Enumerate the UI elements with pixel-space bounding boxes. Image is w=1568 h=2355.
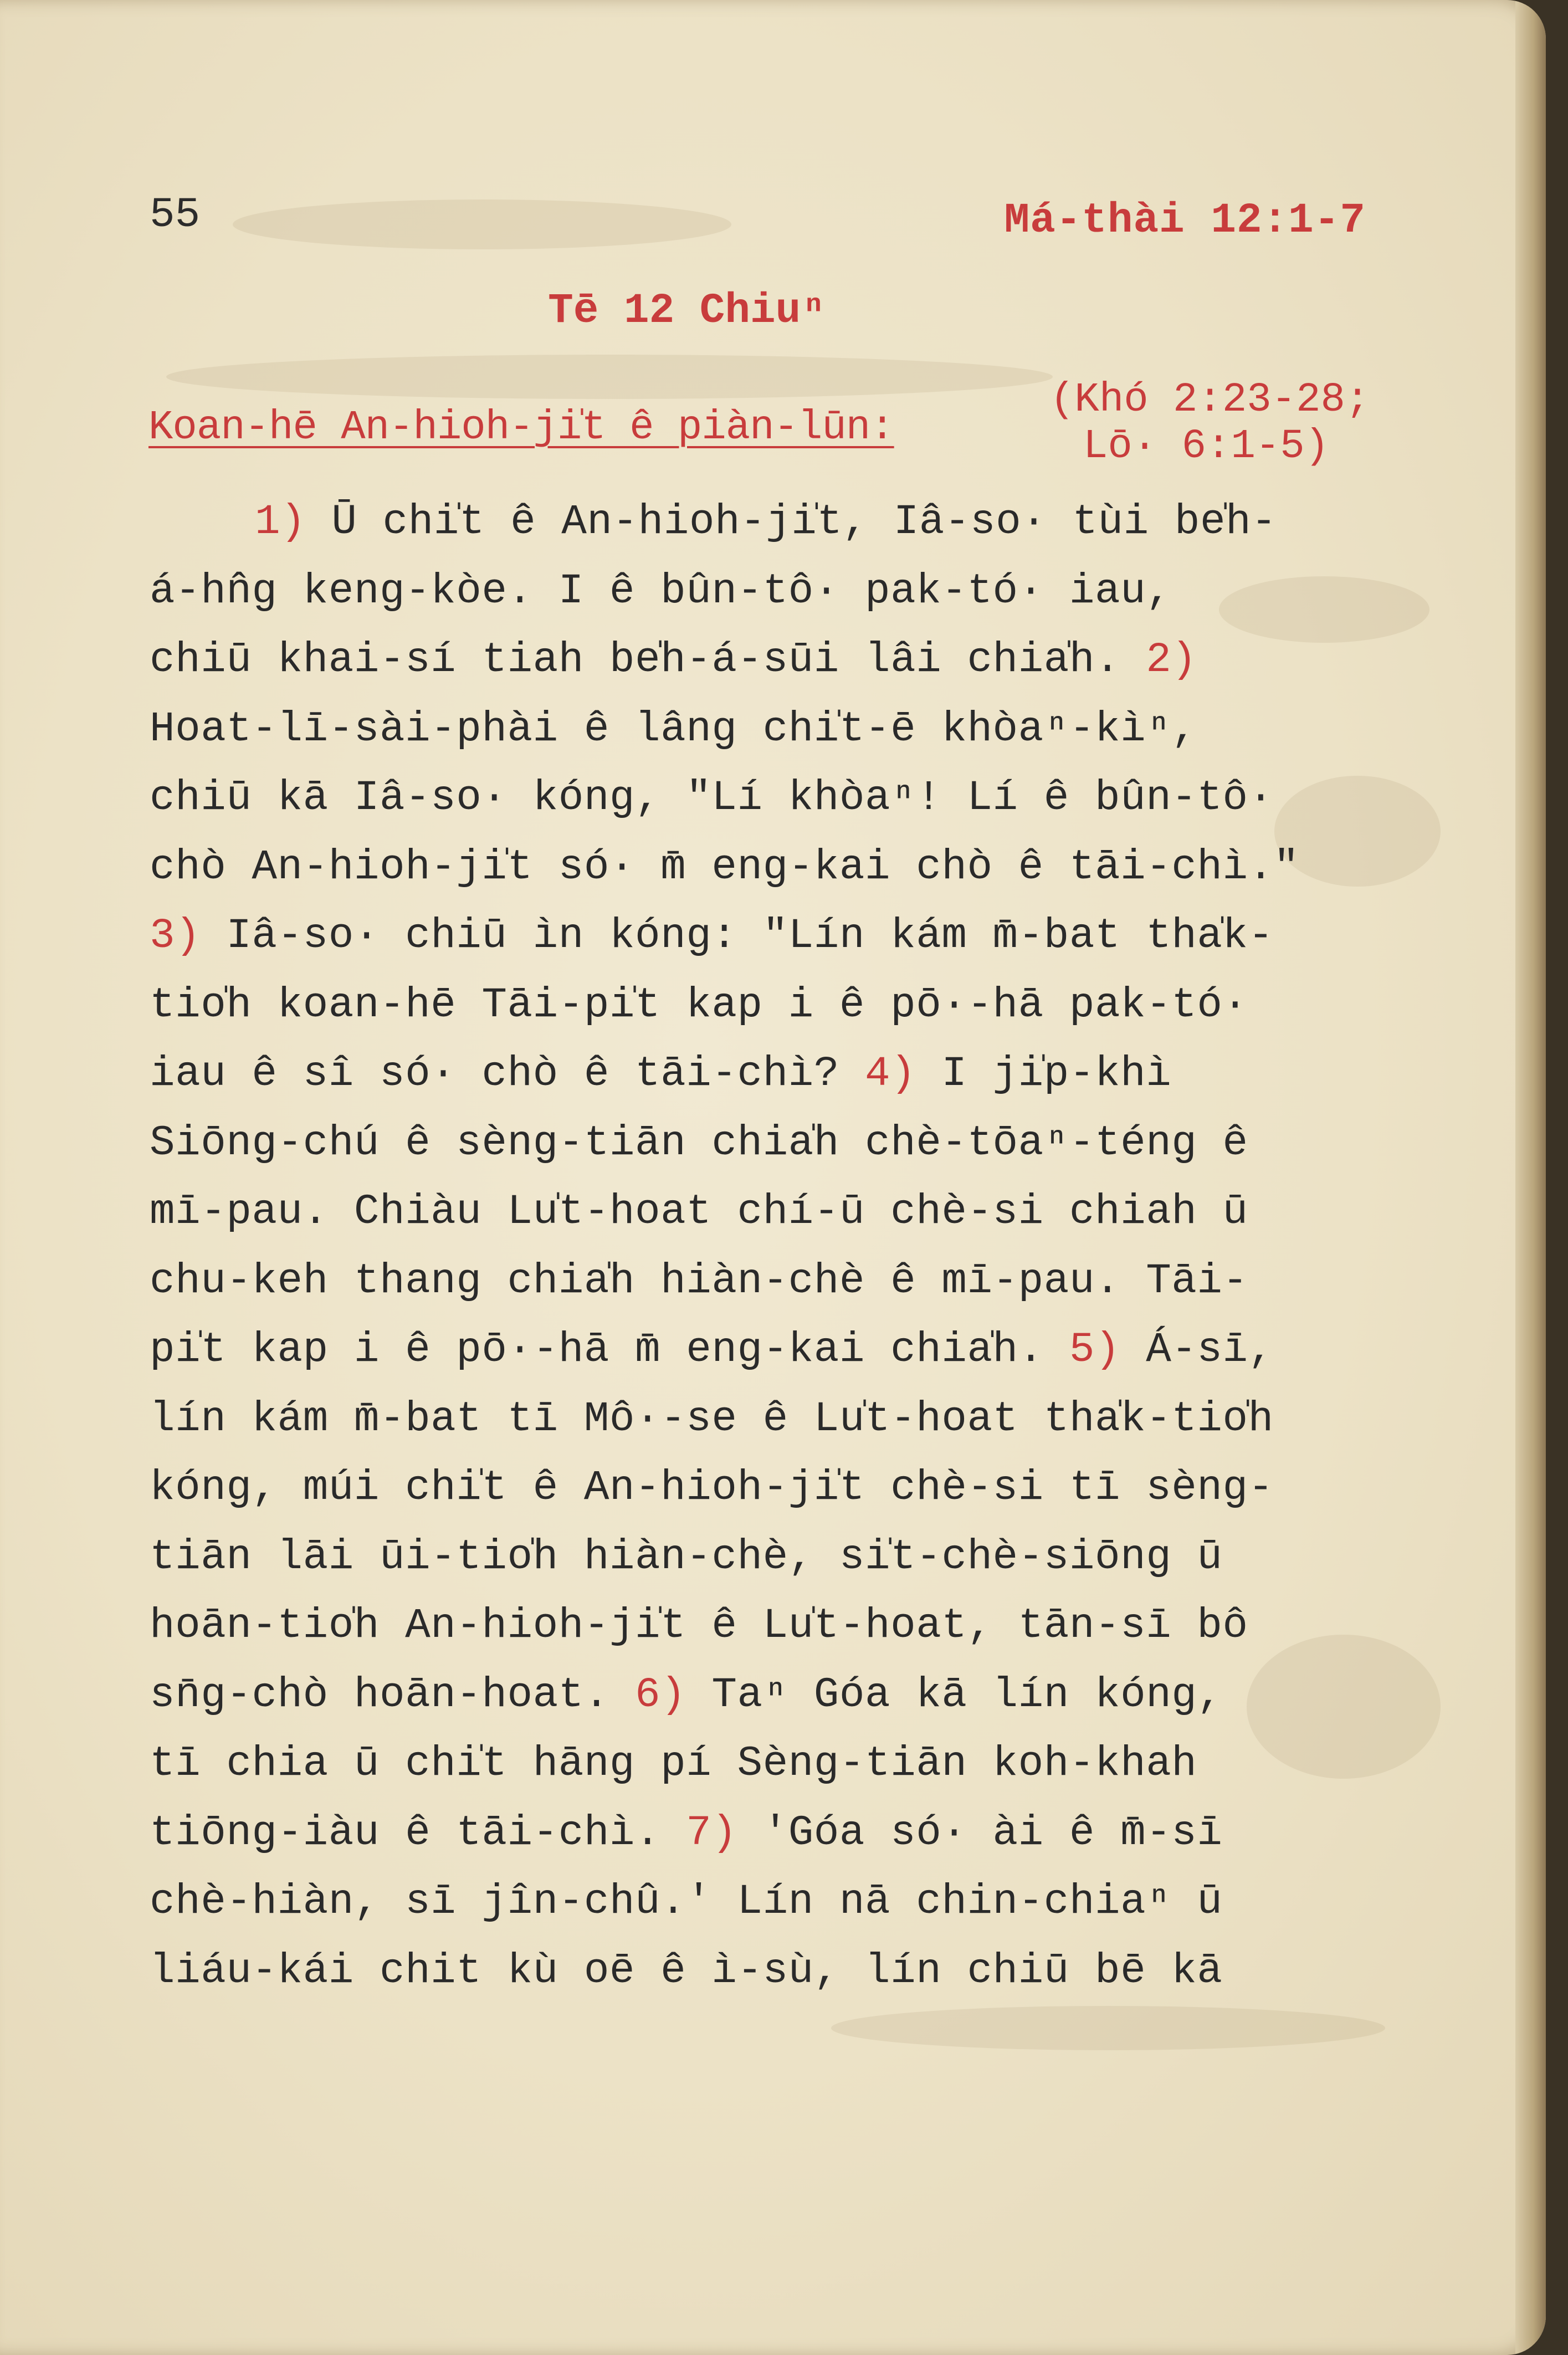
- text-line: [150, 1799, 1407, 1868]
- text-line: [150, 1453, 1407, 1523]
- text-line: [150, 764, 1407, 833]
- section-reference: [1050, 377, 1370, 470]
- text-line: [150, 1247, 1407, 1316]
- page-edge: [1515, 0, 1546, 2355]
- verse-text: á-hn̂g keng-kòe. I ê bûn-tô· pak-tó· iau,: [150, 567, 1172, 615]
- verse-number: 1): [255, 498, 332, 546]
- section-reference-line1: (Khó 2:23-28;: [1050, 377, 1370, 423]
- running-header: Má-thài 12:1-7: [1004, 197, 1366, 244]
- text-line: [150, 1523, 1407, 1592]
- text-line: [150, 695, 1407, 764]
- verse-text: hoān-tio̍h An-hioh-ji̍t ê Lu̍t-hoat, tān-sī bô: [150, 1602, 1248, 1650]
- text-line: [150, 902, 1407, 971]
- verse-number: 4): [865, 1050, 916, 1098]
- verse-text: I ji̍p-khì: [916, 1050, 1172, 1098]
- text-line: [150, 1867, 1407, 1937]
- text-line: [150, 488, 1407, 557]
- verse-text: kóng, múi chi̍t ê An-hioh-ji̍t chè-si tī sèng-: [150, 1464, 1274, 1512]
- verse-text: Taⁿ Góa kā lín kóng,: [686, 1671, 1223, 1719]
- page-number: 55: [150, 191, 201, 239]
- verse-text: sn̄g-chò hoān-hoat.: [150, 1671, 636, 1719]
- verse-text: tiōng-iàu ê tāi-chì.: [150, 1809, 686, 1857]
- text-line: [150, 557, 1407, 626]
- verse-text: pi̍t kap i ê pō·-hā m̄ eng-kai chia̍h.: [150, 1326, 1069, 1374]
- verse-text: lín kám m̄-bat tī Mô·-se ê Lu̍t-hoat tha̍k-tio̍h: [150, 1395, 1274, 1443]
- text-line: [150, 833, 1407, 902]
- verse-text: chè-hiàn, sī jîn-chû.' Lín nā chin-chiaⁿ ū: [150, 1878, 1223, 1926]
- text-line: [150, 971, 1407, 1040]
- text-line: [150, 1109, 1407, 1178]
- text-line: [150, 1591, 1407, 1661]
- body-text: [150, 488, 1407, 2005]
- verse-text: Siōng-chú ê sèng-tiān chia̍h chè-tōaⁿ-téng ê: [150, 1119, 1248, 1167]
- verse-text: mī-pau. Chiàu Lu̍t-hoat chí-ū chè-si chiah ū: [150, 1188, 1248, 1236]
- verse-text: chiū khai-sí tiah be̍h-á-sūi lâi chia̍h.: [150, 636, 1146, 684]
- verse-text: chò An-hioh-ji̍t só· m̄ eng-kai chò ê tāi-chì.": [150, 843, 1299, 891]
- text-line: [150, 1937, 1407, 2006]
- text-line: [150, 626, 1407, 695]
- text-line: [150, 1178, 1407, 1247]
- verse-text: Iâ-so· chiū ìn kóng: "Lín kám m̄-bat tha̍k-: [226, 912, 1274, 960]
- bleed-through-smudge: [831, 2006, 1385, 2050]
- verse-text: liáu-kái chit kù oē ê ì-sù, lín chiū bē kā: [150, 1947, 1223, 1995]
- verse-text: Hoat-lī-sài-phài ê lâng chi̍t-ē khòaⁿ-kìⁿ,: [150, 705, 1197, 753]
- text-line: [150, 1040, 1407, 1109]
- verse-text: tiān lāi ūi-tio̍h hiàn-chè, si̍t-chè-siōng ū: [150, 1533, 1223, 1581]
- verse-text: tio̍h koan-hē Tāi-pi̍t kap i ê pō·-hā pak-tó·: [150, 981, 1248, 1029]
- verse-text: 'Góa só· ài ê m̄-sī: [737, 1809, 1223, 1857]
- verse-text: chiū kā Iâ-so· kóng, "Lí khòaⁿ! Lí ê bûn-tô·: [150, 774, 1274, 822]
- chapter-title: Tē 12 Chiuⁿ: [548, 287, 826, 335]
- text-line: [150, 1661, 1407, 1730]
- section-heading: Koan-hē An-hioh-ji̍t ê piàn-lūn:: [148, 405, 894, 451]
- verse-number: 3): [150, 912, 227, 960]
- verse-number: 6): [635, 1671, 686, 1719]
- verse-text: tī chia ū chi̍t hāng pí Sèng-tiān koh-khah: [150, 1740, 1197, 1788]
- bleed-through-smudge: [233, 199, 731, 249]
- verse-number: 7): [686, 1809, 737, 1857]
- section-reference-line2: Lō· 6:1-5): [1083, 423, 1330, 470]
- text-line: [150, 1315, 1407, 1385]
- text-line: [150, 1385, 1407, 1454]
- verse-text: iau ê sî só· chò ê tāi-chì?: [150, 1050, 865, 1098]
- verse-number: 2): [1146, 636, 1197, 684]
- text-line: [150, 1729, 1407, 1799]
- verse-number: 5): [1069, 1326, 1121, 1374]
- bleed-through-smudge: [166, 355, 1053, 399]
- verse-text: chu-keh thang chia̍h hiàn-chè ê mī-pau. Tāi-: [150, 1257, 1248, 1305]
- verse-text: Ū chi̍t ê An-hioh-ji̍t, Iâ-so· tùi be̍h-: [331, 498, 1277, 546]
- verse-text: Á-sī,: [1120, 1326, 1274, 1374]
